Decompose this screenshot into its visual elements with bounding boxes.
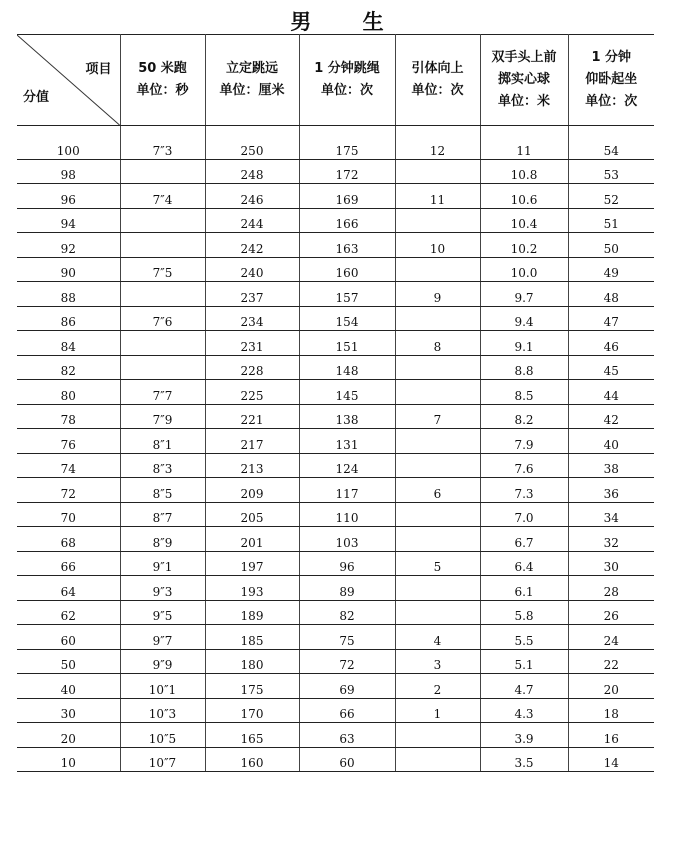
table-cell: 9″1	[120, 551, 205, 576]
table-cell: 72	[299, 649, 395, 674]
table-cell: 5.1	[480, 649, 568, 674]
table-cell: 8″1	[120, 429, 205, 454]
table-cell	[395, 208, 480, 233]
table-cell: 38	[568, 453, 654, 478]
table-cell	[395, 527, 480, 552]
table-cell	[395, 159, 480, 184]
table-cell: 5.5	[480, 625, 568, 650]
table-cell: 7.6	[480, 453, 568, 478]
table-cell	[395, 355, 480, 380]
table-cell	[395, 453, 480, 478]
table-cell: 98	[17, 159, 120, 184]
table-cell: 110	[299, 502, 395, 527]
table-cell: 11	[395, 184, 480, 209]
table-cell: 157	[299, 282, 395, 307]
table-cell: 52	[568, 184, 654, 209]
table-cell: 7	[395, 404, 480, 429]
corner-label-score: 分值	[23, 90, 50, 105]
table-cell: 10″3	[120, 698, 205, 723]
table-cell: 8.8	[480, 355, 568, 380]
table-cell: 40	[17, 674, 120, 699]
table-row	[17, 380, 654, 405]
table-cell: 14	[568, 747, 654, 772]
col-header-long-jump: 立定跳远 单位：厘米	[205, 35, 299, 126]
table-row	[17, 527, 654, 552]
table-cell: 94	[17, 208, 120, 233]
table-cell: 6.4	[480, 551, 568, 576]
table-cell: 48	[568, 282, 654, 307]
table-cell: 246	[205, 184, 299, 209]
table-cell: 8″7	[120, 502, 205, 527]
table-cell: 34	[568, 502, 654, 527]
table-cell: 2	[395, 674, 480, 699]
table-row	[17, 233, 654, 258]
table-cell: 86	[17, 306, 120, 331]
table-cell: 145	[299, 380, 395, 405]
table-cell: 6.1	[480, 576, 568, 601]
table-cell: 3	[395, 649, 480, 674]
page-title: 男 生	[290, 10, 406, 34]
table-cell: 248	[205, 159, 299, 184]
table-cell: 4.3	[480, 698, 568, 723]
table-row	[17, 600, 654, 625]
table-cell	[395, 576, 480, 601]
table-cell: 170	[205, 698, 299, 723]
table-cell: 151	[299, 331, 395, 356]
table-cell: 124	[299, 453, 395, 478]
table-cell: 42	[568, 404, 654, 429]
table-cell: 53	[568, 159, 654, 184]
table-cell: 4	[395, 625, 480, 650]
table-cell: 180	[205, 649, 299, 674]
table-cell: 172	[299, 159, 395, 184]
table-row	[17, 478, 654, 503]
table-cell	[120, 233, 205, 258]
table-cell: 217	[205, 429, 299, 454]
table-cell: 242	[205, 233, 299, 258]
table-cell: 3.5	[480, 747, 568, 772]
table-cell	[395, 747, 480, 772]
table-cell: 10″1	[120, 674, 205, 699]
table-cell: 7″4	[120, 184, 205, 209]
table-cell: 6	[395, 478, 480, 503]
table-cell: 240	[205, 257, 299, 282]
table-row	[17, 551, 654, 576]
table-cell: 68	[17, 527, 120, 552]
table-row	[17, 747, 654, 772]
table-cell: 92	[17, 233, 120, 258]
table-cell: 7″3	[120, 135, 205, 159]
col-header-ball-throw: 双手头上前 掷实心球 单位：米	[480, 35, 568, 126]
table-cell: 10.6	[480, 184, 568, 209]
table-row	[17, 159, 654, 184]
table-cell: 160	[205, 747, 299, 772]
table-cell: 244	[205, 208, 299, 233]
table-cell	[120, 282, 205, 307]
table-cell: 8″5	[120, 478, 205, 503]
table-cell	[395, 723, 480, 748]
table-cell: 10	[395, 233, 480, 258]
table-cell: 63	[299, 723, 395, 748]
table-cell: 250	[205, 135, 299, 159]
table-cell: 175	[299, 135, 395, 159]
table-cell: 117	[299, 478, 395, 503]
table-cell: 10.0	[480, 257, 568, 282]
table-cell: 1	[395, 698, 480, 723]
table-cell	[120, 208, 205, 233]
table-cell: 16	[568, 723, 654, 748]
corner-label-item: 项目	[85, 62, 112, 77]
table-cell: 36	[568, 478, 654, 503]
table-cell: 30	[568, 551, 654, 576]
table-cell: 213	[205, 453, 299, 478]
table-row	[17, 135, 654, 159]
table-cell: 9	[395, 282, 480, 307]
table-cell	[395, 257, 480, 282]
table-row	[17, 453, 654, 478]
col-header-rope-skip: 1 分钟跳绳 单位：次	[299, 35, 395, 126]
table-cell: 9″3	[120, 576, 205, 601]
table-cell: 160	[299, 257, 395, 282]
table-row	[17, 404, 654, 429]
table-cell: 6.7	[480, 527, 568, 552]
table-row	[17, 698, 654, 723]
table-cell: 5	[395, 551, 480, 576]
table-cell: 22	[568, 649, 654, 674]
table-cell	[395, 429, 480, 454]
table-row	[17, 331, 654, 356]
table-cell: 76	[17, 429, 120, 454]
table-cell: 9.1	[480, 331, 568, 356]
table-cell: 82	[299, 600, 395, 625]
table-row	[17, 502, 654, 527]
table-cell: 154	[299, 306, 395, 331]
table-cell: 72	[17, 478, 120, 503]
table-cell: 54	[568, 135, 654, 159]
table-cell: 88	[17, 282, 120, 307]
table-cell: 148	[299, 355, 395, 380]
col-header-sit-up: 1 分钟 仰卧起坐 单位：次	[568, 35, 654, 126]
table-cell: 82	[17, 355, 120, 380]
table-cell	[120, 355, 205, 380]
table-cell: 80	[17, 380, 120, 405]
table-cell: 10″7	[120, 747, 205, 772]
table-cell: 69	[299, 674, 395, 699]
table-cell: 225	[205, 380, 299, 405]
table-cell: 24	[568, 625, 654, 650]
table-cell: 4.7	[480, 674, 568, 699]
corner-header	[17, 35, 120, 126]
table-cell: 96	[17, 184, 120, 209]
table-cell: 18	[568, 698, 654, 723]
table-cell: 7.3	[480, 478, 568, 503]
table-cell: 89	[299, 576, 395, 601]
table-cell: 9.7	[480, 282, 568, 307]
table-cell: 60	[17, 625, 120, 650]
table-cell: 138	[299, 404, 395, 429]
table-cell	[395, 600, 480, 625]
table-cell: 7.0	[480, 502, 568, 527]
table-cell: 201	[205, 527, 299, 552]
table-cell: 9″5	[120, 600, 205, 625]
table-cell: 11	[480, 135, 568, 159]
table-cell: 9.4	[480, 306, 568, 331]
table-cell: 185	[205, 625, 299, 650]
table-cell: 84	[17, 331, 120, 356]
col-header-50m: 50 米跑 单位：秒	[120, 35, 205, 126]
table-row	[17, 184, 654, 209]
table-cell: 5.8	[480, 600, 568, 625]
table-cell: 32	[568, 527, 654, 552]
table-row	[17, 355, 654, 380]
table-cell: 10	[17, 747, 120, 772]
table-cell: 7″5	[120, 257, 205, 282]
table-cell: 12	[395, 135, 480, 159]
table-cell: 64	[17, 576, 120, 601]
table-row	[17, 282, 654, 307]
table-cell: 30	[17, 698, 120, 723]
table-cell: 169	[299, 184, 395, 209]
score-table	[17, 34, 654, 772]
table-cell: 131	[299, 429, 395, 454]
table-cell: 175	[205, 674, 299, 699]
table-cell: 10.2	[480, 233, 568, 258]
table-cell: 8.2	[480, 404, 568, 429]
table-cell: 7″6	[120, 306, 205, 331]
table-cell: 8.5	[480, 380, 568, 405]
table-cell: 237	[205, 282, 299, 307]
table-body	[17, 126, 654, 772]
col-header-pull-up: 引体向上 单位：次	[395, 35, 480, 126]
table-cell	[395, 380, 480, 405]
table-cell: 90	[17, 257, 120, 282]
table-row	[17, 674, 654, 699]
table-cell: 96	[299, 551, 395, 576]
table-cell: 28	[568, 576, 654, 601]
table-cell: 74	[17, 453, 120, 478]
table-cell: 51	[568, 208, 654, 233]
table-cell	[120, 159, 205, 184]
table-cell: 9″7	[120, 625, 205, 650]
table-row	[17, 429, 654, 454]
table-cell: 49	[568, 257, 654, 282]
table-cell: 66	[17, 551, 120, 576]
table-cell: 103	[299, 527, 395, 552]
table-cell: 221	[205, 404, 299, 429]
table-cell: 205	[205, 502, 299, 527]
table-row	[17, 306, 654, 331]
table-cell: 50	[17, 649, 120, 674]
table-cell	[395, 306, 480, 331]
table-cell: 7″9	[120, 404, 205, 429]
table-cell: 165	[205, 723, 299, 748]
table-cell: 234	[205, 306, 299, 331]
table-cell: 70	[17, 502, 120, 527]
table-cell: 189	[205, 600, 299, 625]
table-cell: 46	[568, 331, 654, 356]
table-cell: 60	[299, 747, 395, 772]
table-cell: 26	[568, 600, 654, 625]
table-cell: 20	[17, 723, 120, 748]
table-cell: 47	[568, 306, 654, 331]
table-row	[17, 723, 654, 748]
table-cell: 50	[568, 233, 654, 258]
table-cell: 8″9	[120, 527, 205, 552]
table-cell: 75	[299, 625, 395, 650]
table-cell	[120, 331, 205, 356]
table-cell: 10.8	[480, 159, 568, 184]
table-cell: 231	[205, 331, 299, 356]
table-cell: 20	[568, 674, 654, 699]
table-cell: 45	[568, 355, 654, 380]
table-cell: 209	[205, 478, 299, 503]
table-row	[17, 576, 654, 601]
table-cell: 163	[299, 233, 395, 258]
table-cell: 10.4	[480, 208, 568, 233]
table-row	[17, 625, 654, 650]
table-cell: 193	[205, 576, 299, 601]
table-cell: 40	[568, 429, 654, 454]
table-cell: 9″9	[120, 649, 205, 674]
table-cell: 66	[299, 698, 395, 723]
table-cell: 8″3	[120, 453, 205, 478]
table-row	[17, 208, 654, 233]
table-cell	[395, 502, 480, 527]
table-cell: 62	[17, 600, 120, 625]
table-cell: 228	[205, 355, 299, 380]
spacer-row	[17, 126, 654, 136]
table-row	[17, 649, 654, 674]
table-cell: 7″7	[120, 380, 205, 405]
table-row	[17, 257, 654, 282]
table-cell: 44	[568, 380, 654, 405]
header-row	[17, 35, 654, 126]
table-cell: 166	[299, 208, 395, 233]
table-cell: 100	[17, 135, 120, 159]
table-cell: 8	[395, 331, 480, 356]
table-cell: 3.9	[480, 723, 568, 748]
table-cell: 197	[205, 551, 299, 576]
table-cell: 78	[17, 404, 120, 429]
table-cell: 7.9	[480, 429, 568, 454]
table-cell: 10″5	[120, 723, 205, 748]
